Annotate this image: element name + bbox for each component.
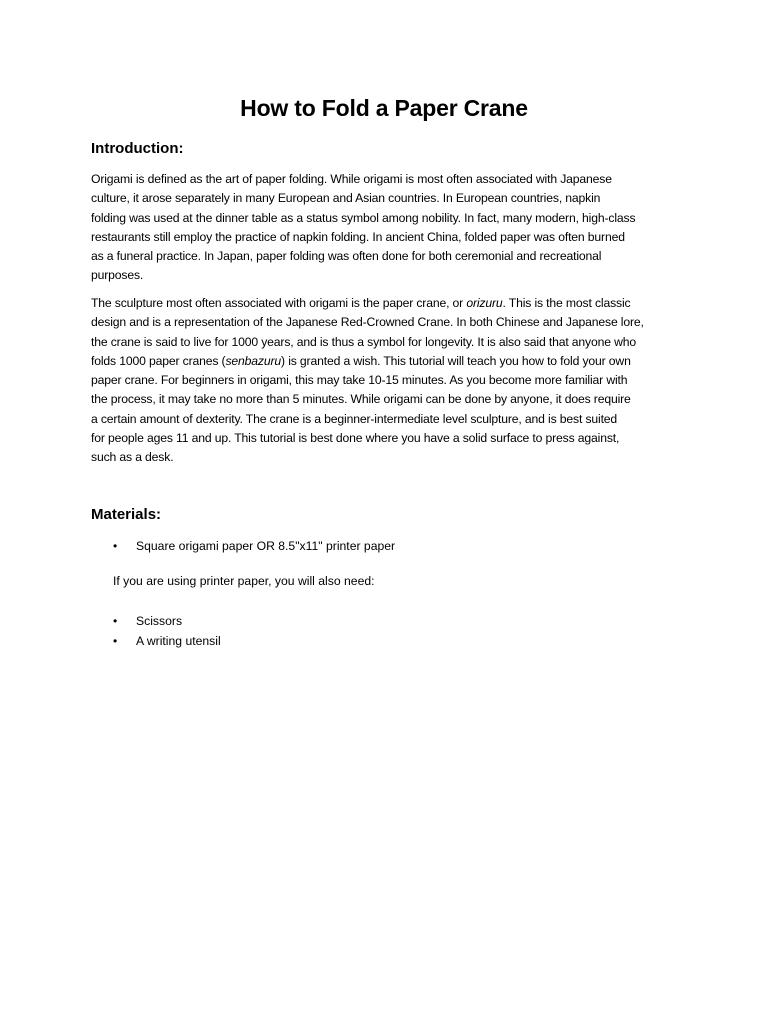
text-line: design and is a representation of the Japanese Red-Crowned Crane. In both Chinese and Japanese lore, — [91, 315, 644, 330]
materials-heading: Materials: — [91, 506, 162, 523]
list-item-label: A writing utensil — [136, 634, 221, 648]
text-line — [91, 294, 681, 313]
text-line: Origami is defined as the art of paper folding. While origami is most often associated with Japanese — [91, 172, 612, 186]
extra-materials-list — [91, 611, 691, 651]
text-line: for people ages 11 and up. This tutorial is best done where you have a solid surface to press against, — [91, 431, 620, 446]
list-item — [91, 611, 691, 631]
italic-term-orizuru: orizuru — [466, 296, 503, 310]
introduction-paragraph-1 — [91, 170, 681, 286]
text-line: a certain amount of dexterity. The crane is a beginner-intermediate level sculpture, and is best suited — [91, 411, 618, 426]
document-title: How to Fold a Paper Crane — [240, 95, 528, 121]
text-line: culture, it arose separately in many European and Asian countries. In European countries, napkin — [91, 191, 601, 206]
list-item-label: Scissors — [136, 614, 183, 628]
introduction-heading: Introduction: — [91, 140, 184, 157]
italic-term-senbazuru: senbazuru — [225, 353, 282, 368]
bullet-icon: • — [113, 539, 118, 553]
list-item — [91, 631, 691, 651]
bullet-icon: • — [113, 614, 118, 628]
text-line: restaurants still employ the practice of napkin folding. In ancient China, folded paper was often burned — [91, 229, 625, 244]
text-line: as a funeral practice. In Japan, paper folding was often done for both ceremonial and recreational — [91, 249, 602, 264]
text-line: paper crane. For beginners in origami, this may take 10-15 minutes. As you become more familiar with — [91, 373, 628, 388]
text-segment: The sculpture most often associated with origami is the paper crane, or — [91, 296, 467, 310]
materials-list — [91, 536, 691, 556]
text-segment: ) is granted a wish. This tutorial will teach you how to fold your own — [281, 353, 631, 368]
list-item-label: Square origami paper OR 8.5"x11" printer paper — [136, 539, 396, 553]
text-line — [91, 352, 681, 371]
printer-paper-note: If you are using printer paper, you will also need: — [113, 574, 375, 588]
introduction-paragraph-2 — [91, 294, 681, 468]
text-line: folding was used at the dinner table as a status symbol among nobility. In fact, many modern, high-class — [91, 210, 636, 225]
text-line: the process, it may take no more than 5 minutes. While origami can be done by anyone, it does require — [91, 392, 631, 407]
text-line: such as a desk. — [91, 450, 174, 465]
text-line: the crane is said to live for 1000 years, and is thus a symbol for longevity. It is also said that anyone who — [91, 334, 637, 349]
text-segment: . This is the most classic — [502, 296, 631, 310]
list-item — [91, 536, 691, 556]
text-segment: folds 1000 paper cranes ( — [91, 353, 226, 368]
bullet-icon: • — [113, 634, 118, 648]
text-line: purposes. — [91, 268, 144, 283]
